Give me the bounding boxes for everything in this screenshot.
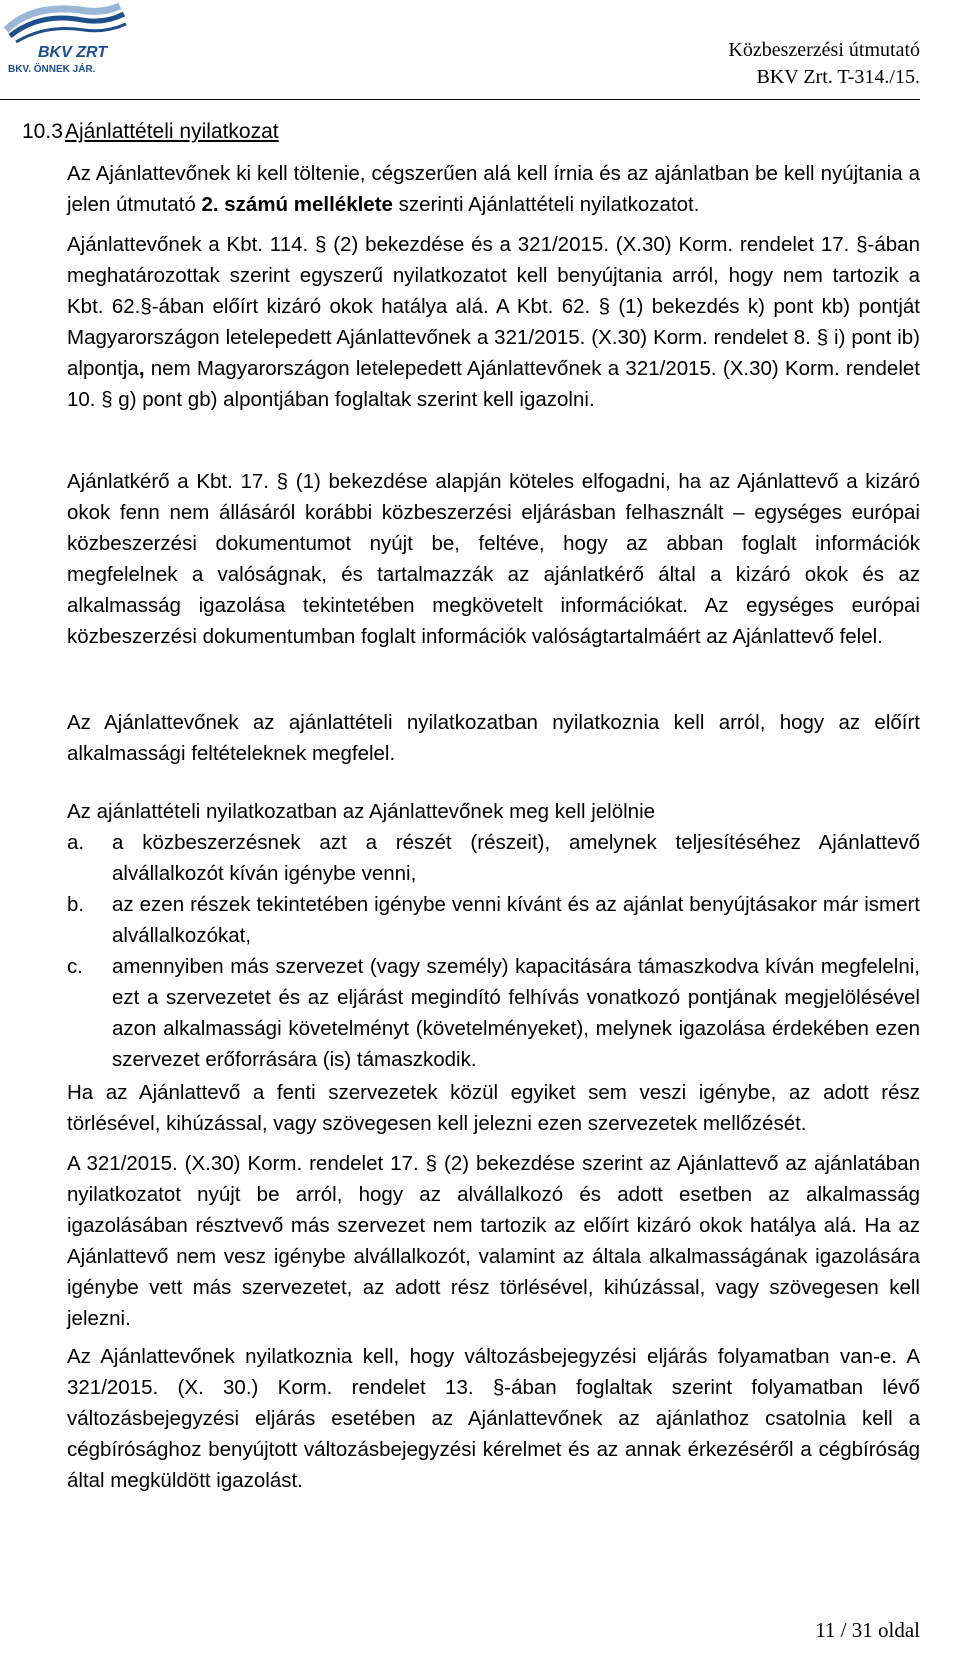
list-marker: a. bbox=[67, 831, 85, 854]
list-item-text: amennyiben más szervezet (vagy személy) kapacitására támaszkodva kíván megfelelni, ezt a szervezetet és az eljárást megindító felhívás vonatkozó pontjának megjelölésével azon alkalmassági követelményt (követelményeket), melynek igazolása érdekében ezen szervezet erőforrására (is) támaszkodik. bbox=[112, 955, 920, 1071]
paragraph-text: nem Magyarországon letelepedett Ajánlattevőnek a 321/2015. (X.30) Korm. rendelet 10. § g) pont gb) alpontjában foglaltak szerint kell igazolni. bbox=[67, 357, 920, 411]
list-item-text: a közbeszerzésnek azt a részét (részeit), amelynek teljesítéséhez Ajánlattevő alvállalkozót kíván igénybe venni, bbox=[112, 831, 920, 885]
header-divider bbox=[0, 99, 920, 100]
list-item bbox=[67, 951, 920, 1075]
paragraph-suitability: Az Ajánlattevőnek az ajánlattételi nyilatkozatban nyilatkoznia kell arról, hogy az előírt alkalmassági feltételeknek megfelel. bbox=[67, 711, 920, 765]
paragraph-exclusion-grounds bbox=[67, 229, 920, 415]
paragraph-omission: Ha az Ajánlattevő a fenti szervezetek közül egyiket sem veszi igénybe, az adott rész törlésével, kihúzással, vagy szövegesen kell jelezni ezen szervezetek mellőzését. bbox=[67, 1081, 920, 1135]
paragraph-espd: Ajánlatkérő a Kbt. 17. § (1) bekezdése alapján köteles elfogadni, ha az Ajánlattevő a kizáró okok fenn nem állásáról korábbi közbeszerzési eljárásban felhasznált – egységes európai közbeszerzési dokumentumot nyújt be, feltéve, hogy az abban foglalt információk megfelelnek a valóságnak, és tartalmazzák az ajánlatkérő által a kizáró okok és az alkalmasság igazolása tekintetében megkövetelt információkat. Az egységes európai közbeszerzési dokumentumban foglalt információk valóságtartalmáért az Ajánlattevő felel. bbox=[67, 470, 920, 648]
paragraph-subcontractor-declaration: A 321/2015. (X.30) Korm. rendelet 17. § (2) bekezdése szerint az Ajánlattevő az ajánlatában nyilatkozatot nyújt be arról, hogy az alvállalkozó és adott esetben az alkalmasság igazolásában résztvevő más szervezet nem tartozik az előírt kizáró okok hatálya alá. Ha az Ajánlattevő nem vesz igénybe alvállalkozót, valamint az általa alkalmasságának igazolására igénybe vett más szervezetet, az adott rész törlésével, kihúzással, vagy szövegesen kell jelezni. bbox=[67, 1152, 920, 1330]
list-item bbox=[67, 889, 920, 951]
document-title: Közbeszerzési útmutató bbox=[728, 39, 920, 61]
page-number: 11 / 31 oldal bbox=[815, 1618, 920, 1642]
logo-slogan: BKV. ÖNNEK JÁR. bbox=[8, 64, 96, 75]
paragraph-text: Ajánlattevőnek a Kbt. 114. § (2) bekezdése és a 321/2015. (X.30) Korm. rendelet 17. §-ában meghatározottak szerint egyszerű nyilatkozatot kell benyújtania arról, hogy nem tartozik a Kbt. 62.§-ában előírt kizáró okok hatálya alá. A Kbt. 62. § (1) bekezdés k) pont kb) pontját Magyarországon letelepedett Ajánlattevőnek a 321/2015. (X.30) Korm. rendelet 8. § i) pont ib) alpontja bbox=[67, 233, 920, 380]
document-header bbox=[728, 37, 920, 91]
paragraph-comma: , bbox=[138, 357, 145, 380]
requirements-list bbox=[67, 827, 920, 1075]
list-item-text: az ezen részek tekintetében igénybe venni kívánt és az ajánlat benyújtásakor már ismert alvállalkozókat, bbox=[112, 893, 920, 947]
appendix-reference: 2. számú melléklete bbox=[201, 193, 393, 216]
section-number: 10.3 bbox=[22, 120, 63, 143]
list-marker: c. bbox=[67, 955, 83, 978]
paragraph-text: szerinti Ajánlattételi nyilatkozatot. bbox=[392, 193, 700, 216]
bkv-logo bbox=[2, 0, 132, 80]
paragraph-declaration-requirement bbox=[67, 158, 920, 220]
document-code: BKV Zrt. T-314./15. bbox=[756, 66, 920, 88]
paragraph-registration-change: Az Ajánlattevőnek nyilatkoznia kell, hogy változásbejegyzési eljárás folyamatban van-e. A 321/2015. (X. 30.) Korm. rendelet 13. §-ában foglaltak szerint folyamatban lévő változásbejegyzési eljárás esetében az Ajánlattevőnek az ajánlathoz csatolnia kell a cégbírósághoz benyújtott változásbejegyzési kérelmet és az annak érkezéséről a cégbíróság által megküldött igazolást. bbox=[67, 1345, 920, 1492]
logo-wordmark: BKV ZRT bbox=[38, 44, 108, 61]
section-heading bbox=[22, 120, 279, 144]
paragraph-list-intro: Az ajánlattételi nyilatkozatban az Ajánlattevőnek meg kell jelölnie bbox=[67, 800, 656, 823]
section-title: Ajánlattételi nyilatkozat bbox=[65, 120, 279, 143]
paragraph-text: Az Ajánlattevőnek ki kell töltenie, cégszerűen alá kell írnia és az ajánlatban be kell nyújtania a jelen útmutató bbox=[67, 162, 920, 216]
list-marker: b. bbox=[67, 893, 85, 916]
list-item bbox=[67, 827, 920, 889]
